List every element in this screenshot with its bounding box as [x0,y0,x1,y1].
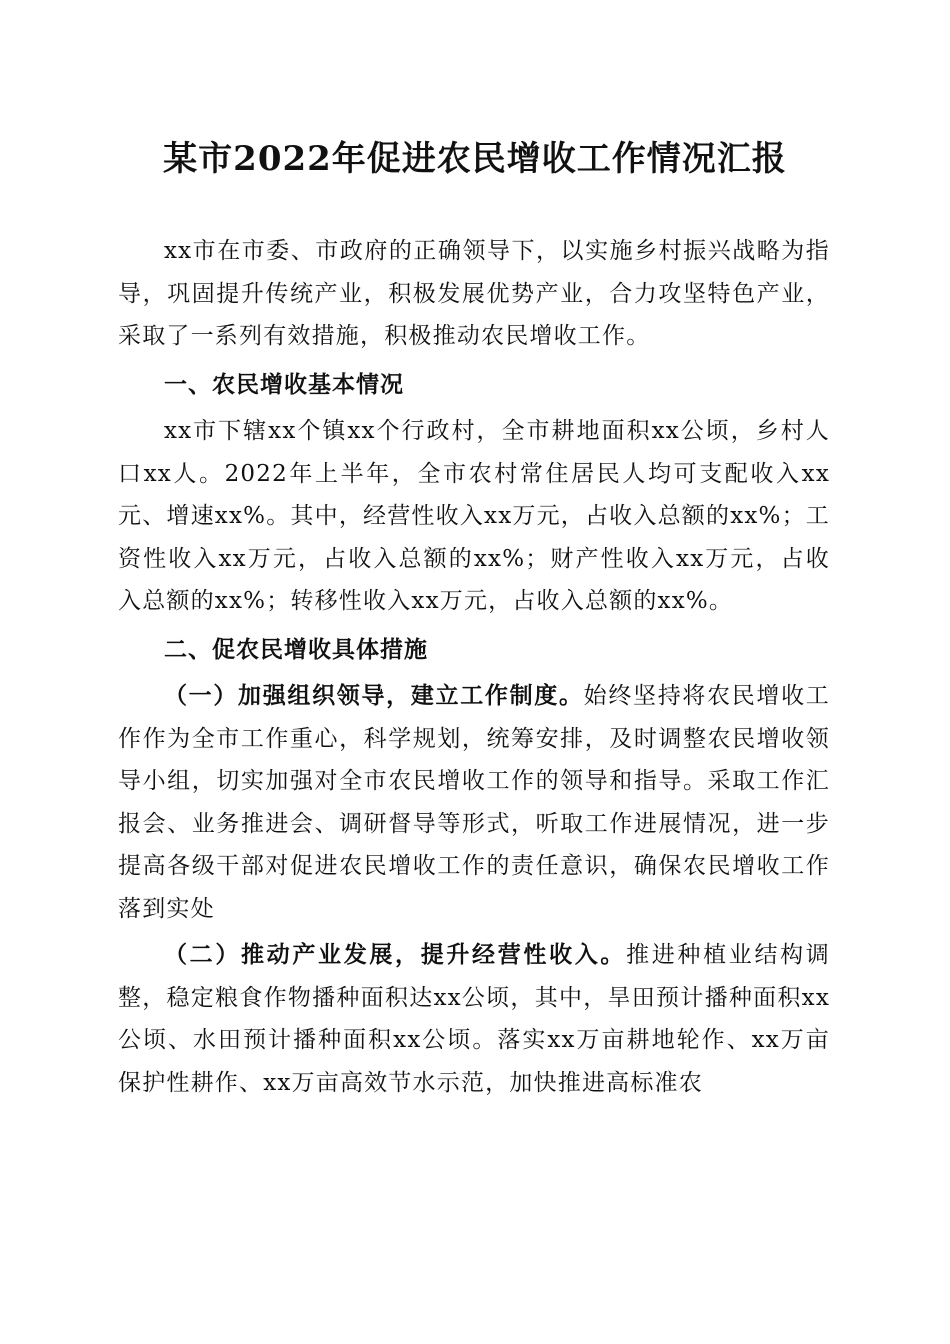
measure-item-1 [118,675,830,930]
measure-item-1-lead: （一）加强组织领导，建立工作制度。 [164,682,584,709]
intro-paragraph: xx市在市委、市政府的正确领导下，以实施乡村振兴战略为指导，巩固提升传统产业，积极发展优势产业，合力攻坚特色产业，采取了一系列有效措施，积极推动农民增收工作。 [118,238,830,349]
document-title: 某市2022年促进农民增收工作情况汇报 [163,139,787,179]
measure-item-2-lead: （二）推动产业发展，提升经营性收入。 [164,941,627,968]
measure-item-2 [118,934,830,1104]
document-body [118,230,830,1104]
section-heading-1: 一、农民增收基本情况 [164,371,404,398]
section-heading-2: 二、促农民增收具体措施 [164,636,428,663]
section-1-paragraph: xx市下辖xx个镇xx个行政村，全市耕地面积xx公顷，乡村人口xx人。2022年上半年，全市农村常住居民人均可支配收入xx元、增速xx%。其中，经营性收入xx万元，占收入总额的xx%；工资性收入xx万元，占收入总额的xx%；财产性收入xx万元，占收入总额的xx%；转移性收入xx万元，占收入总额的xx%。 [118,418,830,614]
measure-item-2-text: 推进种植业结构调整，稳定粮食作物播种面积达xx公顷，其中，旱田预计播种面积xx公顷、水田预计播种面积xx公顷。落实xx万亩耕地轮作、xx万亩保护性耕作、xx万亩高效节水示范，加快推进高标准农 [118,942,830,1096]
measure-item-1-text: 始终坚持将农民增收工作作为全市工作重心，科学规划，统筹安排，及时调整农民增收领导小组，切实加强对全市农民增收工作的领导和指导。采取工作汇报会、业务推进会、调研督导等形式，听取工作进展情况，进一步提高各级干部对促进农民增收工作的责任意识，确保农民增收工作落到实处 [118,683,830,922]
